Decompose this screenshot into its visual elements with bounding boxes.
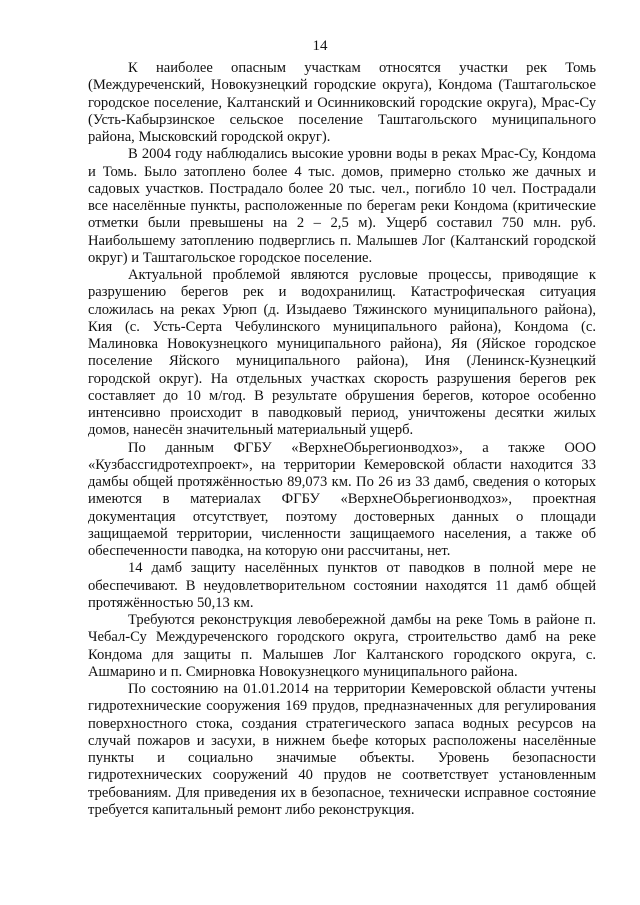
paragraph-dams-condition: 14 дамб защиту населённых пунктов от паводков в полной мере не обеспечивают. В неудовлетворительном состоянии находятся 11 дамб общей протяжённостью 50,13 км. [88,560,596,611]
paragraph-bank-erosion: Актуальной проблемой являются русловые процессы, приводящие к разрушению берегов рек и водохранилищ. Катастрофическая ситуация сложилась на реках Урюп (д. Изыдаево Тяжинского муниципального района), Кия (с. Усть-Серта Чебулинского муниципального района), Кондома (с. Малиновка Новокузнецкого муниципального района), Яя (Яйское городское поселение Яйского муниципального района), Иня (Ленинск-Кузнецкий городской округ). На отдельных участках скорость разрушения берегов рек составляет до 10 м/год. В результате обрушения берегов, которое особенно интенсивно происходит в паводковый период, уничтожены десятки жилых домов, нанесён значительный материальный ущерб. [88,267,596,439]
paragraph-dangerous-areas: К наиболее опасным участкам относятся участки рек Томь (Междуреченский, Новокузнецкий городские округа), Кондома (Таштагольское городское поселение, Калтанский и Осинниковский городские округа), Мрас-Су (Усть-Кабырзинское сельское поселение Таштагольского муниципального района, Мысковский городской округ). [88,60,596,145]
document-body [88,60,596,819]
page-number: 14 [312,38,328,54]
paragraph-dams-data: По данным ФГБУ «ВерхнеОбьрегионводхоз», а также ООО «Кузбассгидротехпроект», на территории Кемеровской области находится 33 дамбы общей протяжённостью 89,073 км. По 26 из 33 дамб, сведения о которых имеются в материалах ФГБУ «ВерхнеОбьрегионводхоз», проектная документация отсутствует, поэтому достоверных данных о площади защищаемой территории, численности защищаемого населения, а также об обеспеченности паводка, на которую они рассчитаны, нет. [88,439,596,559]
paragraph-ponds: По состоянию на 01.01.2014 на территории Кемеровской области учтены гидротехнические сооружения 169 прудов, предназначенных для регулирования поверхностного стока, создания стратегического запаса водных ресурсов на случай пожаров и засухи, в нижнем бьефе которых расположены населённые пункты и социально значимые объекты. Уровень безопасности гидротехнических сооружений 40 прудов не соответствует установленным требованиям. Для приведения их в безопасное, технически исправное состояние требуется капитальный ремонт либо реконструкция. [88,681,596,818]
paragraph-2004-flood: В 2004 году наблюдались высокие уровни воды в реках Мрас-Су, Кондома и Томь. Было затоплено более 4 тыс. домов, примерно столько же дачных и садовых участков. Пострадало более 20 тыс. чел., погибло 10 чел. Пострадали все населённые пункты, расположенные по берегам реки Кондома (критические отметки были превышены на 2 – 2,5 м). Ущерб составил 750 млн. руб. Наибольшему затоплению подверглись п. Малышев Лог (Калтанский городской округ) и Таштагольское городское поселение. [88,146,596,266]
paragraph-reconstruction: Требуются реконструкция левобережной дамбы на реке Томь в районе п. Чебал-Су Междуреченского городского округа, строительство дамб на реке Кондома для защиты п. Малышев Лог Калтанского городского округа, с. Ашмарино и п. Смирновка Новокузнецкого муниципального района. [88,612,596,680]
